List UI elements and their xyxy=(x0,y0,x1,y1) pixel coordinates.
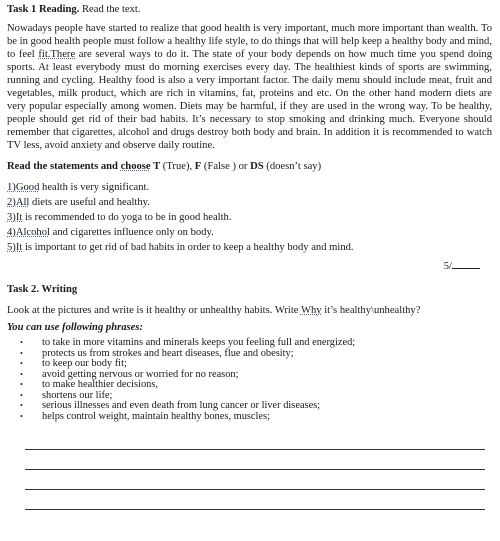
statement-number: 2)All xyxy=(7,197,30,208)
score-field xyxy=(7,258,480,273)
statement-text: is important to get rid of bad habits in order to keep a healthy body and mind. xyxy=(22,242,354,253)
statement-number: 3)It xyxy=(7,212,23,223)
phrase-text: shortens our life; xyxy=(42,389,113,401)
statement-item xyxy=(7,196,492,209)
task1-label: Task 1 Reading. xyxy=(7,4,80,15)
task2-heading: Task 2. Writing xyxy=(7,284,78,295)
phrase-text: serious illnesses and even death from lung cancer or liver diseases; xyxy=(42,400,321,411)
phrase-text: to take in more vitamins and minerals keeps you feeling full and energized; xyxy=(42,337,356,348)
statements-instruction-true: (True), xyxy=(160,161,195,172)
writing-line[interactable] xyxy=(25,490,485,510)
bullet-icon: • xyxy=(20,359,23,368)
writing-line[interactable] xyxy=(25,450,485,470)
writing-lines xyxy=(7,430,492,510)
statement-item xyxy=(7,241,492,254)
task1-instruction: Read the text. xyxy=(79,4,141,15)
phrase-text: protects us from strokes and heart diseases, flue and obesity; xyxy=(42,347,294,359)
statement-item xyxy=(7,226,492,239)
reading-text-part1: Nowadays people have started to realize that good health is very important, much more important than wealth. To be in good health people must follow a healthy life style, to do things that will help keep a healthy body and mind, to feel xyxy=(7,23,492,60)
reading-text xyxy=(7,22,492,152)
phrase-item xyxy=(7,412,492,423)
bullet-icon: • xyxy=(20,338,23,347)
statements-instruction-false: (False ) or xyxy=(201,161,251,172)
statement-text: diets are useful and healthy. xyxy=(29,197,150,208)
statement-text: health is very significant. xyxy=(39,182,150,193)
bullet-icon: • xyxy=(20,401,23,410)
statements-instruction-ds: DS xyxy=(250,161,264,172)
phrase-text: avoid getting nervous or worried for no reason; xyxy=(42,368,239,380)
statement-number: 4)Alcohol xyxy=(7,227,50,238)
writing-line[interactable] xyxy=(25,470,485,490)
statement-text: is recommended to do yoga to be in good health. xyxy=(22,212,232,223)
bullet-icon: • xyxy=(20,390,23,400)
statements-instruction-part1: Read the statements and xyxy=(7,161,121,172)
statements-list xyxy=(7,181,492,254)
bullet-icon: • xyxy=(20,380,23,389)
statement-number: 1)Good xyxy=(7,182,40,193)
phrase-text: to make healthier decisions, xyxy=(42,379,158,390)
reading-text-underlined-word: fit.There xyxy=(38,49,76,60)
task1-heading xyxy=(7,3,492,16)
task2-intro-why: Why xyxy=(300,305,322,316)
statements-instruction-choose: choose xyxy=(120,161,151,172)
writing-line[interactable] xyxy=(25,430,485,450)
statements-instruction-f: F xyxy=(194,161,202,172)
statement-item xyxy=(7,181,492,194)
phrase-text: to keep our body fit; xyxy=(42,358,127,369)
phrases-list xyxy=(7,338,492,422)
statements-instruction-ds-text: (doesn’t say) xyxy=(263,161,322,172)
statements-instruction xyxy=(7,160,492,173)
reading-text-part2: are several ways to do it. The state of your body depends on how much time you spend doing sports. At least everybody must do morning exercises every day. The healthiest kinds of sports are swimming, running and cycling. Healthy food is also a very important factor. The daily menu should include meat, fruit and vegetables, milk product, which are rich in vitamins, fat, proteins and etc. On the other hand modern diets are very popular especially among women. Diets may be harmful, if they are used in the wrong way. To be healthy, people should get rid of their bad habits. It’s necessary to stop smoking and drinking much. Everyone should remember that cigarettes, alcohol and drugs destroy both body and brain. In addition it is recommended to watch TV less, avoid anxiety and observe daily routine. xyxy=(7,49,492,151)
bullet-icon: • xyxy=(20,369,23,379)
phrases-heading: You can use following phrases: xyxy=(7,322,143,333)
bullet-icon: • xyxy=(20,348,23,358)
task2-intro xyxy=(7,304,492,317)
statement-number: 5)It xyxy=(7,242,23,253)
task2-intro-part2: it’s healthy\unhealthy? xyxy=(321,305,421,316)
task2-intro-part1: Look at the pictures and write is it healthy or unhealthy habits. Write xyxy=(7,305,301,316)
statements-instruction-t: T xyxy=(150,161,161,172)
bullet-icon: • xyxy=(20,411,23,421)
score-label: 5/ xyxy=(443,261,452,272)
statement-item xyxy=(7,211,492,224)
statement-text: and cigarettes influence only on body. xyxy=(49,227,214,238)
phrase-text: helps control weight, maintain healthy bones, muscles; xyxy=(42,410,270,422)
score-blank[interactable] xyxy=(452,258,480,269)
